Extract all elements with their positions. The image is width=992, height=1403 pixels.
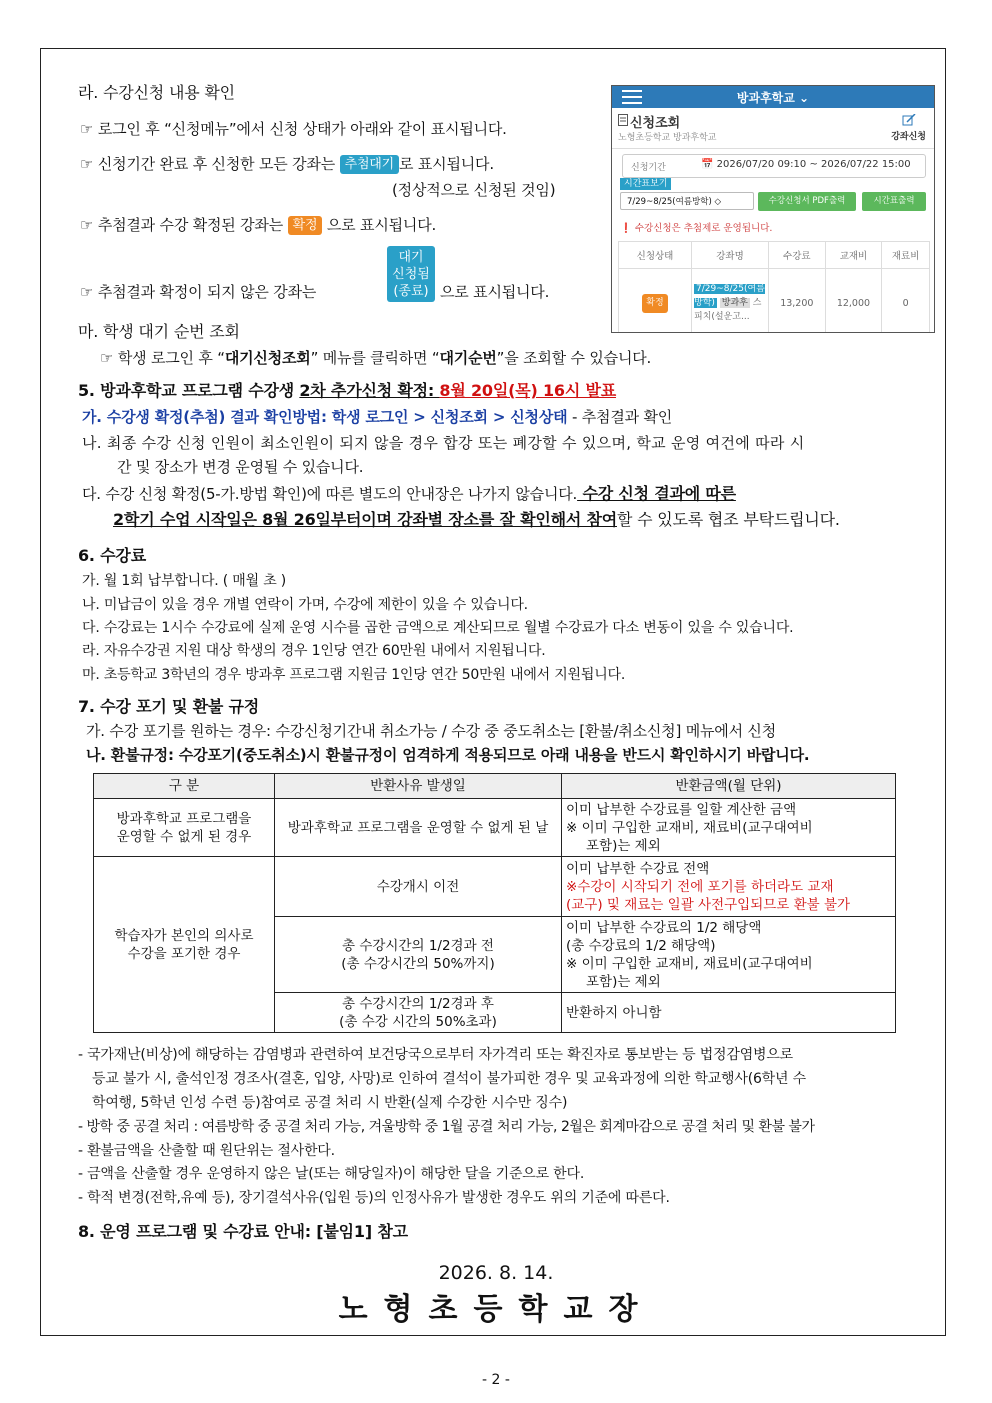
timetable-print-button[interactable]: 시간표출력 <box>862 192 926 211</box>
document-icon <box>618 114 628 126</box>
r4-reason-line1: 총 수강시간의 1/2경과 후 <box>342 995 494 1012</box>
r2-category-line2: 수강을 포기한 경우 <box>127 945 241 962</box>
note2: - 방학 중 공결 처리 : 여름방학 중 공결 처리 가능, 겨울방학 중 1월 공결 처리 가능, 2월은 회계마감으로 공결 처리 및 환불 불가 <box>78 1119 815 1135</box>
section6-ga: 가. 월 1회 납부합니다. ( 매월 초 ) <box>82 573 287 589</box>
section7-na: 나. 환불규정: 수강포기(중도취소)시 환불규정이 엄격하게 적용되므로 아래 내용을 반드시 확인하시기 바랍니다. <box>86 746 810 764</box>
section7-title: 7. 수강 포기 및 환불 규정 <box>78 697 259 716</box>
r2-category-line1: 학습자가 본인의 의사로 <box>114 927 254 944</box>
r1-amount-line3: 포함)는 제외 <box>586 837 661 854</box>
fee-cell: 13,200 <box>769 269 826 334</box>
section5-title-a: 5. 방과후학교 프로그램 수강생 <box>78 381 300 400</box>
page-number: - 2 - <box>482 1372 510 1388</box>
course-cell[interactable] <box>692 269 769 334</box>
material-cell: 0 <box>882 269 930 334</box>
app-top-bar <box>612 86 934 108</box>
line3-text-a: ☞ 추첨결과 수강 확정된 강좌는 <box>80 216 284 234</box>
r3-reason-line1: 총 수강시간의 1/2경과 전 <box>342 937 494 954</box>
r1-category-line1: 방과후학교 프로그램을 <box>116 810 252 827</box>
waiting-badge <box>387 246 435 302</box>
refund-r2-reason: 수강개시 이전 <box>275 857 562 917</box>
note4: - 금액을 산출할 경우 운영하지 않은 날(또는 해당일자)이 해당한 달을 기준으로 한다. <box>78 1166 585 1182</box>
col-status: 신청상태 <box>619 242 692 269</box>
section-ra-line2 <box>80 154 494 174</box>
section6-na: 나. 미납금이 있을 경우 개별 연락이 가며, 수강에 제한이 있을 수 있습니다. <box>82 597 528 613</box>
note3: - 환불금액을 산출할 때 원단위는 절사한다. <box>78 1143 335 1159</box>
col-book: 교재비 <box>825 242 882 269</box>
section5-ga-tail: - 추첨결과 확인 <box>567 408 673 426</box>
section5-na-line2: 간 및 장소가 변경 운영될 수 있습니다. <box>117 458 364 476</box>
r3-amount-line3: ※ 이미 구입한 교재비, 재료비(교구대여비 <box>566 955 813 972</box>
course-type-chip: 방과후 <box>721 298 748 308</box>
app-page-subtitle: 노형초등학교 방과후학교 <box>618 133 717 143</box>
section5-na-line1: 나. 최종 수강 신청 인원이 최소인원이 되지 않을 경우 합강 또는 폐강할 수 있으며, 학교 운영 여건에 따라 시 <box>82 434 805 452</box>
line2-text-b: 로 표시됩니다. <box>399 155 494 173</box>
waiting-badge-line1: 대기 <box>398 250 424 265</box>
section-ra-title: 라. 수강신청 내용 확인 <box>78 83 235 102</box>
course-name: 스피치(설운고... <box>694 298 762 322</box>
col-fee: 수강료 <box>769 242 826 269</box>
section-ra-line4-b: 으로 표시됩니다. <box>440 283 550 301</box>
section-ra-line1: ☞ 로그인 후 “신청메뉴”에서 신청 상태가 아래와 같이 표시됩니다. <box>80 120 507 138</box>
status-badge: 확정 <box>642 294 667 313</box>
refund-r1-category <box>94 799 275 857</box>
section5-da-text: 다. 수강 신청 확정(5-가.방법 확인)에 따른 별도의 안내장은 나가지 않습니다. <box>82 485 578 503</box>
waiting-badge-line2: 신청됨 <box>392 267 430 282</box>
line3-text-b: 으로 표시됩니다. <box>326 216 437 234</box>
ma-text-e: ”을 조회할 수 있습니다. <box>496 349 652 367</box>
refund-r4-amount: 반환하지 아니함 <box>562 993 896 1033</box>
r2-amount-warning1: ※수강이 시작되기 전에 포기를 하더라도 교재 <box>566 878 834 895</box>
apply-course-button[interactable] <box>891 114 926 142</box>
r3-amount-line2: (총 수강료의 1/2 해당액) <box>566 937 716 954</box>
refund-r2-category <box>94 857 275 1033</box>
refund-r3-amount <box>562 917 896 993</box>
r1-category-line2: 운영할 수 없게 된 경우 <box>116 828 252 845</box>
refund-header-amount: 반환금액(월 단위) <box>562 774 896 799</box>
refund-r2-amount <box>562 857 896 917</box>
lottery-wait-badge: 추첨대기 <box>340 155 399 174</box>
r4-reason-line2: (총 수강 시간의 50%초과) <box>339 1013 497 1030</box>
note1-line2: 등교 불가 시, 출석인정 경조사(결혼, 입양, 사망)로 인하여 결석이 불가피한 경우 및 교육과정에 의한 학교행사(6학년 수 <box>92 1071 806 1087</box>
waiting-badge-line3: (종료) <box>393 284 429 299</box>
section6-ra: 라. 자유수강권 지원 대상 학생의 경우 1인당 연간 60만원 내에서 지원됩니다. <box>82 643 546 659</box>
col-course: 강좌명 <box>692 242 769 269</box>
ma-menu-name: 대기신청조회 <box>224 349 311 367</box>
table-row <box>94 799 896 857</box>
application-table <box>618 241 930 333</box>
document-date: 2026. 8. 14. <box>438 1262 554 1284</box>
section-ra-line3 <box>80 215 436 235</box>
ma-text-c: ” 메뉴를 클릭하면 “ <box>310 349 440 367</box>
period-label: 신청기간 <box>631 163 666 173</box>
section-ra-line4-a: ☞ 추첨결과 확정이 되지 않은 강좌는 <box>80 283 317 301</box>
edit-icon <box>902 114 916 126</box>
section6-title: 6. 수강료 <box>78 546 146 565</box>
note1-line1: - 국가재난(비상)에 해당하는 감염병과 관련하여 보건당국으로부터 자가격리 또는 확진자로 통보받는 등 법정감염병으로 <box>78 1047 794 1063</box>
section5-da-tail: 할 수 있도록 협조 부탁드립니다. <box>616 510 840 529</box>
section-ma-line1 <box>100 348 651 368</box>
r3-reason-line2: (총 수강시간의 50%까지) <box>341 955 495 972</box>
line2-text-a: ☞ 신청기간 완료 후 신청한 모든 강좌는 <box>80 155 336 173</box>
lottery-notice: ❗ 수강신청은 추첨제로 운영됩니다. <box>620 223 773 234</box>
section5-announce-date: 8월 20일(목) 16시 발표 <box>439 381 616 400</box>
confirmed-badge: 확정 <box>288 216 323 235</box>
section7-ga: 가. 수강 포기를 원하는 경우: 수강신청기간내 취소가능 / 수강 중 중도취소는 [환불/취소신청] 메뉴에서 신청 <box>86 722 777 740</box>
application-period <box>622 154 926 178</box>
section8-title: 8. 운영 프로그램 및 수강료 안내: [붙임1] 참고 <box>78 1222 408 1241</box>
ma-text-a: ☞ 학생 로그인 후 “ <box>100 349 225 367</box>
r2-amount-warning2: (교구) 및 재료는 일괄 사전구입되므로 환불 불가 <box>566 896 851 913</box>
refund-r3-reason <box>275 917 562 993</box>
section5-ga-text: 가. 수강생 확정(추첨) 결과 확인방법: 학생 로그인 > 신청조회 > 신청상태 <box>82 408 568 426</box>
section6-da: 다. 수강료는 1시수 수강료에 실제 운영 시수를 곱한 금액으로 계산되므로 월별 수강료가 다소 변동이 있을 수 있습니다. <box>82 620 794 636</box>
refund-r1-reason: 방과후학교 프로그램을 운영할 수 없게 된 날 <box>275 799 562 857</box>
ma-wait-number: 대기순번 <box>439 349 497 367</box>
section5-start-date: 2학기 수업 시작일은 8월 26일부터이며 강좌별 장소를 잘 확인해서 참여 <box>113 510 617 529</box>
section5-da-line1 <box>82 484 736 504</box>
table-row <box>619 269 930 334</box>
r2-amount-line1: 이미 납부한 수강료 전액 <box>566 860 710 877</box>
r1-amount-line2: ※ 이미 구입한 교재비, 재료비(교구대여비 <box>566 819 813 836</box>
section-ma-title: 마. 학생 대기 순번 조회 <box>78 322 240 341</box>
section5-da-emphasis: 수강 신청 결과에 따른 <box>577 484 736 503</box>
section5-title-b: 2차 추가신청 확정: <box>299 381 440 400</box>
note5: - 학적 변경(전학,유예 등), 장기결석사유(입원 등)의 인정사유가 발생한 경우도 위의 기준에 따른다. <box>78 1190 670 1206</box>
refund-header-category: 구 분 <box>94 774 275 799</box>
book-cell: 12,000 <box>825 269 882 334</box>
app-header <box>612 108 934 149</box>
period-value: 📅 2026/07/20 09:10 ~ 2026/07/22 15:00 <box>701 159 911 170</box>
note1-line3: 학여행, 5학년 인성 수련 등)참여로 공결 처리 시 반환(실제 수강한 시수만 징수) <box>92 1095 568 1111</box>
table-row <box>94 857 896 917</box>
app-screenshot <box>611 85 935 333</box>
term-select[interactable]: 7/29~8/25(여름방학) ◇ <box>620 192 754 210</box>
refund-header-reason: 반환사유 발생일 <box>275 774 562 799</box>
pdf-print-button[interactable]: 수강신청서 PDF출력 <box>758 192 856 211</box>
section-ra-line2-note: (정상적으로 신청된 것임) <box>392 181 556 199</box>
app-title[interactable]: 방과후학교 ⌄ <box>736 91 810 105</box>
r1-amount-line1: 이미 납부한 수강료를 일할 계산한 금액 <box>566 801 797 818</box>
timetable-view-button[interactable]: 시간표보기 <box>620 178 671 190</box>
refund-r1-amount <box>562 799 896 857</box>
course-term-chip: 7/29~8/25(여름방학) <box>694 284 765 308</box>
signer-name: 노형초등학교장 <box>338 1292 654 1327</box>
section5-title <box>78 381 616 401</box>
section5-ga <box>82 407 672 427</box>
app-page-title: 신청조회 <box>630 116 681 131</box>
r3-amount-line4: 포함)는 제외 <box>586 973 661 990</box>
section5-da-line2 <box>113 510 840 530</box>
section6-ma: 마. 초등학교 3학년의 경우 방과후 프로그램 지원금 1인당 연간 50만원 내에서 지원됩니다. <box>82 667 626 683</box>
refund-r4-reason <box>275 993 562 1033</box>
refund-table <box>93 773 896 1033</box>
col-material: 재료비 <box>882 242 930 269</box>
r3-amount-line1: 이미 납부한 수강료의 1/2 해당액 <box>566 919 762 936</box>
apply-course-label: 강좌신청 <box>891 132 926 142</box>
